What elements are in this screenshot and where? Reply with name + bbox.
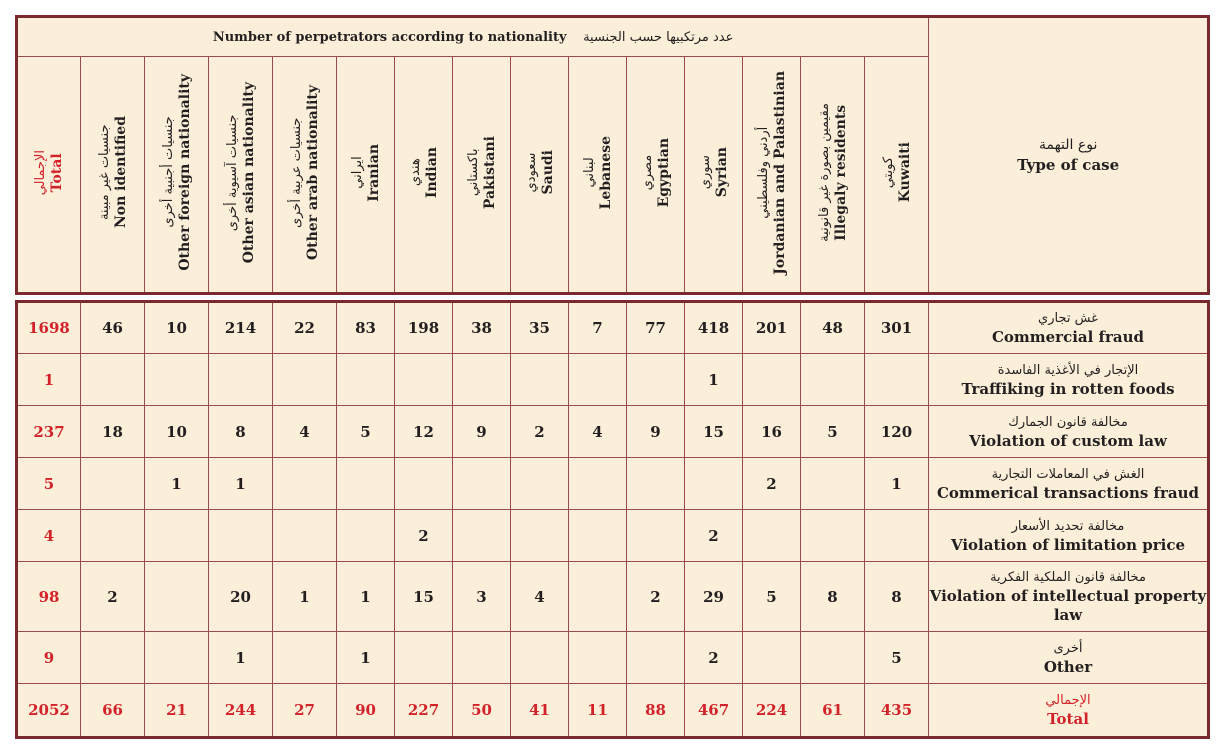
column-header-syrian: سوري Syrian	[685, 57, 743, 294]
value-cell: 8	[209, 406, 273, 458]
case-type-label-en: Commerical transactions fraud	[936, 483, 1200, 502]
value-cell: 9	[627, 406, 685, 458]
total-row	[17, 684, 1209, 738]
value-cell	[395, 354, 453, 406]
value-cell	[81, 458, 145, 510]
value-cell	[209, 510, 273, 562]
value-cell	[569, 562, 627, 632]
column-header-non-identified: جنسيات غير مبينة Non identified	[81, 57, 145, 294]
value-cell	[273, 510, 337, 562]
value-cell	[627, 632, 685, 684]
value-cell	[395, 458, 453, 510]
value-cell	[627, 354, 685, 406]
case-type-label-ar: مخالفة قانون الجمارك	[1008, 414, 1128, 430]
value-cell	[145, 354, 209, 406]
value-cell: 48	[801, 302, 865, 354]
case-type-label-ar: أخرى	[1053, 640, 1083, 656]
value-cell	[273, 632, 337, 684]
value-cell	[627, 510, 685, 562]
value-cell	[511, 458, 569, 510]
case-type-label-ar: مخالفة قانون الملكية الفكرية	[990, 570, 1146, 585]
value-cell: 21	[145, 684, 209, 738]
value-cell: 20	[209, 562, 273, 632]
value-cell: 5	[865, 632, 929, 684]
value-cell: 2	[685, 510, 743, 562]
value-cell: 227	[395, 684, 453, 738]
table-row	[17, 406, 1209, 458]
value-cell	[743, 632, 801, 684]
value-cell: 1	[145, 458, 209, 510]
value-cell: 2	[743, 458, 801, 510]
case-type-label-ar: غش تجاري	[1038, 311, 1098, 326]
case-type-label-en: Violation of custom law	[969, 431, 1167, 450]
value-cell: 201	[743, 302, 801, 354]
row-total-cell: 2052	[17, 684, 81, 738]
value-cell	[865, 354, 929, 406]
value-cell: 5	[743, 562, 801, 632]
value-cell: 9	[453, 406, 511, 458]
table-row	[17, 354, 1209, 406]
case-type-label-en: Total	[1047, 710, 1089, 728]
column-header-kuwaiti: كويتي Kuwaiti	[865, 57, 929, 294]
column-header-illegal-residents: مقيمين بصورة غير قانونية Illegaly residents	[801, 57, 865, 294]
value-cell: 10	[145, 302, 209, 354]
value-cell: 1	[337, 562, 395, 632]
table-row	[17, 510, 1209, 562]
value-cell: 2	[81, 562, 145, 632]
column-header-total: الإجمالي Total	[17, 57, 81, 294]
value-cell	[81, 632, 145, 684]
value-cell: 50	[453, 684, 511, 738]
value-cell	[453, 510, 511, 562]
value-cell: 418	[685, 302, 743, 354]
row-total-cell: 237	[17, 406, 81, 458]
value-cell: 2	[685, 632, 743, 684]
case-type-label-en: Violation of limitation price	[950, 535, 1186, 554]
value-cell: 2	[627, 562, 685, 632]
value-cell: 29	[685, 562, 743, 632]
value-cell: 1	[337, 632, 395, 684]
value-cell	[511, 354, 569, 406]
value-cell: 3	[453, 562, 511, 632]
column-header-jordanian-palestinian: أردني وفلسطيني Jordanian and Palastinian	[743, 57, 801, 294]
case-type-label	[929, 632, 1209, 684]
value-cell: 8	[865, 562, 929, 632]
value-cell: 4	[569, 406, 627, 458]
case-type-label-en: Traffiking in rotten foods	[961, 379, 1175, 398]
value-cell	[81, 510, 145, 562]
case-type-label-ar: الإجمالي	[1045, 693, 1091, 708]
column-header-saudi: سعودي Saudi	[511, 57, 569, 294]
case-type-label	[929, 510, 1209, 562]
type-header-en: Type of case	[1017, 156, 1120, 174]
value-cell: 27	[273, 684, 337, 738]
table-row	[17, 458, 1209, 510]
value-cell: 120	[865, 406, 929, 458]
value-cell	[801, 458, 865, 510]
case-type-label-en: Other	[1043, 657, 1093, 676]
total-label	[929, 684, 1209, 738]
value-cell: 88	[627, 684, 685, 738]
value-cell	[453, 354, 511, 406]
value-cell	[511, 510, 569, 562]
type-header-ar: نوع التهمة	[1038, 137, 1098, 153]
value-cell: 4	[273, 406, 337, 458]
column-header-other-foreign: جنسيات أجنبية أخرى Other foreign nationality	[145, 57, 209, 294]
column-header-egyptian: مصري Egyptian	[627, 57, 685, 294]
value-cell	[453, 632, 511, 684]
value-cell: 15	[685, 406, 743, 458]
value-cell	[569, 458, 627, 510]
value-cell: 10	[145, 406, 209, 458]
value-cell: 244	[209, 684, 273, 738]
value-cell	[395, 632, 453, 684]
value-cell: 61	[801, 684, 865, 738]
row-total-cell: 9	[17, 632, 81, 684]
value-cell	[865, 510, 929, 562]
row-total-cell: 1698	[17, 302, 81, 354]
value-cell	[337, 354, 395, 406]
value-cell: 41	[511, 684, 569, 738]
value-cell: 8	[801, 562, 865, 632]
value-cell: 5	[337, 406, 395, 458]
value-cell: 1	[273, 562, 337, 632]
value-cell	[81, 354, 145, 406]
value-cell: 46	[81, 302, 145, 354]
row-total-cell: 1	[17, 354, 81, 406]
case-type-label-en: Violation of intellectual property law	[929, 587, 1207, 624]
value-cell	[569, 510, 627, 562]
column-header-pakistani: باكستاني Pakistani	[453, 57, 511, 294]
value-cell: 18	[81, 406, 145, 458]
value-cell: 83	[337, 302, 395, 354]
value-cell	[569, 632, 627, 684]
value-cell: 2	[511, 406, 569, 458]
value-cell: 66	[81, 684, 145, 738]
case-type-label	[929, 354, 1209, 406]
value-cell: 7	[569, 302, 627, 354]
column-header-other-arab: جنسيات عربية أخرى Other arab nationality	[273, 57, 337, 294]
value-cell	[801, 632, 865, 684]
value-cell	[685, 458, 743, 510]
value-cell: 2	[395, 510, 453, 562]
value-cell	[145, 562, 209, 632]
value-cell: 4	[511, 562, 569, 632]
value-cell: 11	[569, 684, 627, 738]
case-type-label	[929, 406, 1209, 458]
column-header-lebanese: لبناني Lebanese	[569, 57, 627, 294]
value-cell: 224	[743, 684, 801, 738]
column-header-indian: هندي Indian	[395, 57, 453, 294]
value-cell: 198	[395, 302, 453, 354]
value-cell: 301	[865, 302, 929, 354]
value-cell: 90	[337, 684, 395, 738]
value-cell	[743, 510, 801, 562]
column-header-other-asian: جنسيات آسيوية أخرى Other asian nationality	[209, 57, 273, 294]
case-type-label-ar: الإتجار في الأغذية الفاسدة	[997, 362, 1139, 378]
value-cell: 77	[627, 302, 685, 354]
value-cell: 15	[395, 562, 453, 632]
row-total-cell: 98	[17, 562, 81, 632]
value-cell: 467	[685, 684, 743, 738]
value-cell	[209, 354, 273, 406]
super-header-en: Number of perpetrators according to nationality	[212, 29, 567, 45]
row-total-cell: 4	[17, 510, 81, 562]
table-row	[17, 302, 1209, 354]
value-cell: 1	[685, 354, 743, 406]
column-header-iranian: ايراني Iranian	[337, 57, 395, 294]
value-cell	[145, 510, 209, 562]
value-cell	[273, 458, 337, 510]
value-cell	[453, 458, 511, 510]
value-cell: 1	[209, 632, 273, 684]
table-rows	[17, 302, 1209, 738]
value-cell: 38	[453, 302, 511, 354]
value-cell	[337, 458, 395, 510]
value-cell: 1	[209, 458, 273, 510]
value-cell	[627, 458, 685, 510]
table-row	[17, 632, 1209, 684]
value-cell: 5	[801, 406, 865, 458]
value-cell: 1	[865, 458, 929, 510]
case-type-label-ar: الغش في المعاملات التجارية	[991, 466, 1145, 482]
value-cell	[569, 354, 627, 406]
nationality-super-header	[17, 17, 929, 57]
value-cell: 435	[865, 684, 929, 738]
type-of-case-header	[929, 17, 1209, 294]
value-cell	[145, 632, 209, 684]
value-cell	[743, 354, 801, 406]
case-type-label-ar: مخالفة تحديد الأسعار	[1011, 518, 1125, 534]
table-row	[17, 562, 1209, 632]
value-cell: 214	[209, 302, 273, 354]
case-type-label	[929, 302, 1209, 354]
header-table	[15, 15, 1210, 295]
case-type-label	[929, 458, 1209, 510]
value-cell: 12	[395, 406, 453, 458]
value-cell	[801, 510, 865, 562]
value-cell: 16	[743, 406, 801, 458]
case-type-label-en: Commercial fraud	[991, 328, 1145, 346]
value-cell: 22	[273, 302, 337, 354]
value-cell: 35	[511, 302, 569, 354]
data-table	[15, 300, 1210, 739]
value-cell	[511, 632, 569, 684]
case-type-label	[929, 562, 1209, 632]
value-cell	[801, 354, 865, 406]
row-total-cell: 5	[17, 458, 81, 510]
value-cell	[273, 354, 337, 406]
super-header-ar: عدد مرتكبيها حسب الجنسية	[583, 29, 734, 45]
value-cell	[337, 510, 395, 562]
